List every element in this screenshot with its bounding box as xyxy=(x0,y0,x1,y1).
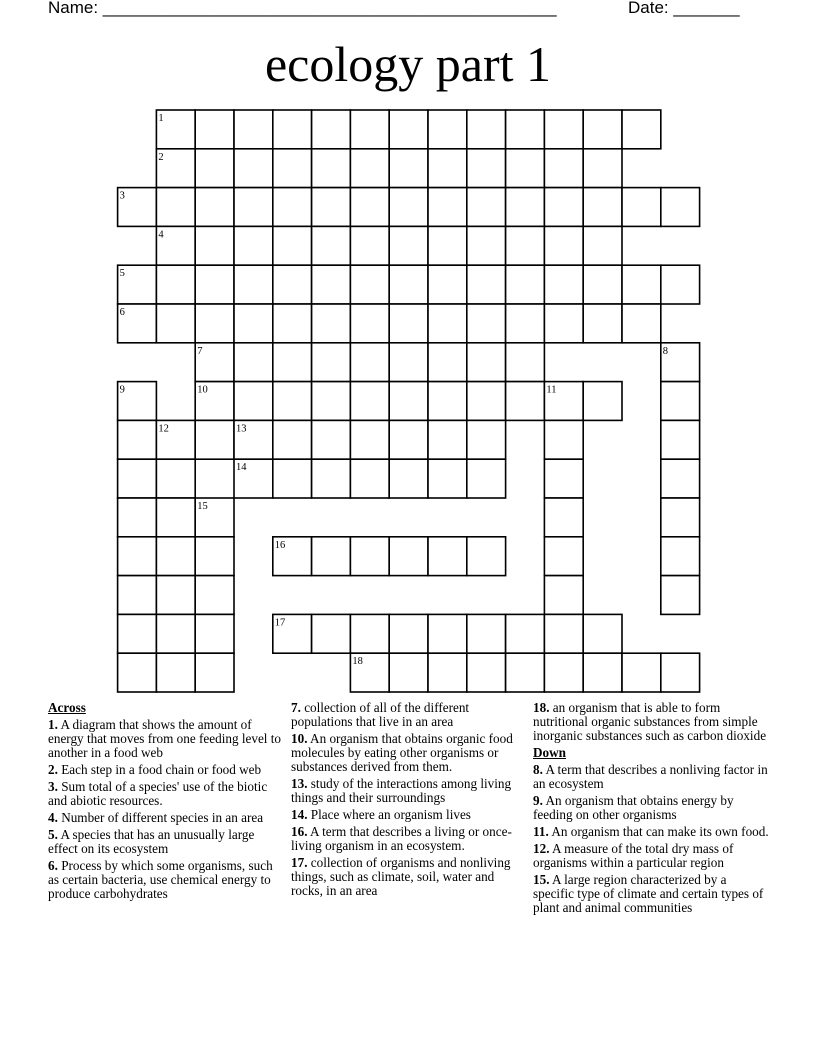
cell-number: 8 xyxy=(662,345,669,357)
grid-cell[interactable] xyxy=(234,226,273,265)
grid-cell[interactable] xyxy=(156,304,195,343)
clue-text: study of the interactions among living things and their surroundings xyxy=(291,776,512,805)
clue-number: 8. xyxy=(533,762,543,777)
grid-cell[interactable] xyxy=(273,459,312,498)
grid-cell[interactable] xyxy=(234,382,273,421)
clue-down-12 xyxy=(533,842,769,870)
clue-number: 18. xyxy=(533,700,550,715)
grid-cell[interactable] xyxy=(544,576,583,615)
grid-cell[interactable] xyxy=(312,188,351,227)
grid-cell[interactable] xyxy=(467,265,506,304)
cell-number: 10 xyxy=(197,384,208,396)
grid-cell[interactable] xyxy=(156,459,195,498)
clue-text: A large region characterized by a specific type of climate and certain types of plant and animal communities xyxy=(533,872,764,915)
grid-cell[interactable] xyxy=(428,343,467,382)
clue-text: An organism that obtains energy by feeding on other organisms xyxy=(533,793,734,822)
name-field[interactable]: Name: ________________________________________________ xyxy=(48,0,557,17)
clue-number: 6. xyxy=(48,858,58,873)
grid-cell[interactable] xyxy=(312,537,351,576)
grid-cell[interactable] xyxy=(389,265,428,304)
grid-cell[interactable] xyxy=(428,459,467,498)
grid-cell[interactable] xyxy=(428,614,467,653)
grid-cell[interactable] xyxy=(428,110,467,149)
grid-cell[interactable] xyxy=(312,304,351,343)
grid-cell[interactable] xyxy=(118,576,157,615)
grid-cell[interactable] xyxy=(544,498,583,537)
grid-cell[interactable] xyxy=(389,343,428,382)
grid-cell[interactable] xyxy=(273,149,312,188)
grid-cell[interactable] xyxy=(195,576,234,615)
grid-cell[interactable] xyxy=(195,304,234,343)
clue-text: Each step in a food chain or food web xyxy=(57,762,262,777)
grid-cell[interactable] xyxy=(506,265,545,304)
clue-text: A measure of the total dry mass of organisms within a particular region xyxy=(533,841,734,870)
grid-cell[interactable] xyxy=(350,343,389,382)
grid-cell[interactable] xyxy=(350,614,389,653)
clue-text: A term that describes a nonliving factor in an ecosystem xyxy=(533,762,768,791)
down-heading: Down xyxy=(533,745,566,760)
cell-number: 16 xyxy=(274,539,286,551)
clue-across-13 xyxy=(291,777,523,805)
grid-cell[interactable] xyxy=(544,265,583,304)
grid-cell[interactable] xyxy=(428,382,467,421)
clue-down-9 xyxy=(533,794,769,822)
grid-cell[interactable] xyxy=(544,188,583,227)
grid-cell[interactable] xyxy=(506,304,545,343)
grid-cell[interactable] xyxy=(583,110,622,149)
grid-cell[interactable] xyxy=(273,110,312,149)
grid-cell[interactable] xyxy=(544,226,583,265)
grid-cell[interactable] xyxy=(506,382,545,421)
grid-cell[interactable] xyxy=(195,226,234,265)
grid-cell[interactable] xyxy=(234,188,273,227)
grid-cell[interactable] xyxy=(544,420,583,459)
grid-cell[interactable] xyxy=(156,653,195,692)
grid-cell[interactable] xyxy=(273,420,312,459)
grid-cell[interactable] xyxy=(467,343,506,382)
grid-cell[interactable] xyxy=(195,420,234,459)
grid-cell[interactable] xyxy=(428,537,467,576)
cell-number: 4 xyxy=(158,229,164,241)
grid-cell[interactable] xyxy=(506,343,545,382)
clue-text: collection of organisms and nonliving things, such as climate, soil, water and rocks, in an area xyxy=(291,855,511,898)
cell-number: 9 xyxy=(119,384,125,396)
grid-cell[interactable] xyxy=(661,498,700,537)
grid-cell[interactable] xyxy=(156,265,195,304)
clue-text: An organism that can make its own food. xyxy=(548,824,769,839)
grid-cell[interactable] xyxy=(195,537,234,576)
grid-cell[interactable] xyxy=(312,459,351,498)
grid-cell[interactable] xyxy=(350,149,389,188)
grid-cell[interactable] xyxy=(389,420,428,459)
grid-cell[interactable] xyxy=(234,149,273,188)
clue-across-14 xyxy=(291,808,523,822)
grid-cell[interactable] xyxy=(389,110,428,149)
clues-column-1 xyxy=(48,701,284,904)
grid-cell[interactable] xyxy=(273,188,312,227)
grid-cell[interactable] xyxy=(467,382,506,421)
grid-cell[interactable] xyxy=(195,265,234,304)
grid-cell[interactable] xyxy=(661,420,700,459)
grid-cell[interactable] xyxy=(583,614,622,653)
grid-cell[interactable] xyxy=(661,188,700,227)
grid-cell[interactable] xyxy=(661,537,700,576)
grid-cell[interactable] xyxy=(234,343,273,382)
grid-cell[interactable] xyxy=(428,653,467,692)
grid-cell[interactable] xyxy=(428,304,467,343)
grid-cell[interactable] xyxy=(156,498,195,537)
grid-cell[interactable] xyxy=(312,343,351,382)
cell-number: 7 xyxy=(197,345,203,357)
clue-across-18 xyxy=(533,701,769,743)
grid-cell[interactable] xyxy=(195,149,234,188)
grid-cell[interactable] xyxy=(661,653,700,692)
grid-cell[interactable] xyxy=(583,149,622,188)
clue-text: collection of all of the different populations that live in an area xyxy=(291,700,470,729)
grid-cell[interactable] xyxy=(622,110,661,149)
clue-text: Place where an organism lives xyxy=(307,807,471,822)
clue-down-8 xyxy=(533,763,769,791)
grid-cell[interactable] xyxy=(118,653,157,692)
grid-cell[interactable] xyxy=(312,149,351,188)
grid-cell[interactable] xyxy=(661,265,700,304)
grid-cell[interactable] xyxy=(350,459,389,498)
clue-across-3 xyxy=(48,780,284,808)
grid-cell[interactable] xyxy=(583,304,622,343)
grid-cell[interactable] xyxy=(273,382,312,421)
grid-cell[interactable] xyxy=(312,110,351,149)
grid-cell[interactable] xyxy=(506,188,545,227)
cell-number: 14 xyxy=(236,462,247,474)
grid-cell[interactable] xyxy=(234,110,273,149)
cell-number: 15 xyxy=(197,501,208,512)
clue-across-10 xyxy=(291,732,523,774)
clue-across-7 xyxy=(291,701,523,729)
clue-text: A term that describes a living or once-living organism in an ecosystem. xyxy=(291,824,512,853)
grid-cell[interactable] xyxy=(506,614,545,653)
grid-cell[interactable] xyxy=(467,226,506,265)
grid-cell[interactable] xyxy=(544,614,583,653)
grid-cell[interactable] xyxy=(389,304,428,343)
clue-across-16 xyxy=(291,825,523,853)
grid-cell[interactable] xyxy=(467,614,506,653)
grid-cell[interactable] xyxy=(350,188,389,227)
clue-across-6 xyxy=(48,859,284,901)
clues-column-2 xyxy=(291,701,523,901)
grid-cell[interactable] xyxy=(118,537,157,576)
grid-cell[interactable] xyxy=(389,614,428,653)
grid-cell[interactable] xyxy=(118,459,157,498)
clue-number: 4. xyxy=(48,810,58,825)
clue-number: 12. xyxy=(533,841,550,856)
clue-text: A diagram that shows the amount of energy that moves from one feeding level to another in a food web xyxy=(48,717,282,760)
grid-cell[interactable] xyxy=(467,304,506,343)
cell-number: 5 xyxy=(119,268,125,280)
grid-cell[interactable] xyxy=(273,226,312,265)
grid-cell[interactable] xyxy=(661,382,700,421)
clue-number: 9. xyxy=(533,793,543,808)
clue-number: 3. xyxy=(48,779,58,794)
grid-cell[interactable] xyxy=(467,459,506,498)
clue-across-4 xyxy=(48,811,284,825)
grid-cell[interactable] xyxy=(506,110,545,149)
grid-cell[interactable] xyxy=(389,188,428,227)
grid-cell[interactable] xyxy=(350,265,389,304)
grid-cell[interactable] xyxy=(428,188,467,227)
cell-number: 6 xyxy=(119,307,125,318)
clue-text: An organism that obtains organic food molecules by eating other organisms or substances derived from them. xyxy=(291,731,513,774)
grid-cell[interactable] xyxy=(583,188,622,227)
grid-cell[interactable] xyxy=(661,576,700,615)
grid-cell[interactable] xyxy=(467,149,506,188)
clue-down-15 xyxy=(533,873,769,915)
grid-cell[interactable] xyxy=(583,653,622,692)
cell-number: 18 xyxy=(352,656,363,668)
across-heading: Across xyxy=(48,700,86,715)
cell-number: 1 xyxy=(158,113,164,124)
grid-cell[interactable] xyxy=(350,537,389,576)
clue-across-1 xyxy=(48,718,284,760)
grid-cell[interactable] xyxy=(428,265,467,304)
grid-cell[interactable] xyxy=(389,149,428,188)
grid-cell[interactable] xyxy=(350,226,389,265)
grid-cell[interactable] xyxy=(195,110,234,149)
clue-text: Sum total of a species' use of the biotic and abiotic resources. xyxy=(48,779,268,808)
grid-cell[interactable] xyxy=(234,304,273,343)
clue-number: 14. xyxy=(291,807,308,822)
grid-cell[interactable] xyxy=(467,653,506,692)
clue-text: Number of different species in an area xyxy=(57,810,264,825)
grid-cell[interactable] xyxy=(156,188,195,227)
clue-text: Process by which some organisms, such as certain bacteria, use chemical energy to produce carbohydrates xyxy=(48,858,273,901)
cell-number: 11 xyxy=(546,384,557,396)
grid-cell[interactable] xyxy=(622,188,661,227)
cell-number: 13 xyxy=(236,423,247,435)
grid-cell[interactable] xyxy=(195,188,234,227)
grid-cell[interactable] xyxy=(195,653,234,692)
grid-cell[interactable] xyxy=(312,420,351,459)
grid-cell[interactable] xyxy=(389,537,428,576)
grid-cell[interactable] xyxy=(350,420,389,459)
grid-cell[interactable] xyxy=(273,343,312,382)
grid-cell[interactable] xyxy=(118,614,157,653)
clue-number: 5. xyxy=(48,827,58,842)
grid-cell[interactable] xyxy=(544,653,583,692)
clue-down-11 xyxy=(533,825,769,839)
clue-number: 10. xyxy=(291,731,308,746)
grid-cell[interactable] xyxy=(428,420,467,459)
grid-cell[interactable] xyxy=(506,226,545,265)
grid-cell[interactable] xyxy=(312,382,351,421)
grid-cell[interactable] xyxy=(273,304,312,343)
clues-column-3 xyxy=(533,701,769,918)
grid-cell[interactable] xyxy=(389,653,428,692)
grid-cell[interactable] xyxy=(118,420,157,459)
grid-cell[interactable] xyxy=(622,653,661,692)
clue-across-17 xyxy=(291,856,523,898)
grid-cell[interactable] xyxy=(583,265,622,304)
grid-cell[interactable] xyxy=(350,304,389,343)
grid-cell[interactable] xyxy=(467,420,506,459)
grid-cell[interactable] xyxy=(389,459,428,498)
grid-cell[interactable] xyxy=(467,537,506,576)
clue-number: 13. xyxy=(291,776,308,791)
cell-number: 17 xyxy=(274,617,286,629)
grid-cell[interactable] xyxy=(506,653,545,692)
grid-cell[interactable] xyxy=(622,304,661,343)
clue-number: 2. xyxy=(48,762,58,777)
grid-cell[interactable] xyxy=(350,382,389,421)
clue-across-2 xyxy=(48,763,284,777)
clue-text: A species that has an unusually large effect on its ecosystem xyxy=(48,827,255,856)
grid-cell[interactable] xyxy=(312,226,351,265)
grid-cell[interactable] xyxy=(661,459,700,498)
cell-number: 12 xyxy=(158,423,169,435)
grid-cell[interactable] xyxy=(467,188,506,227)
grid-cell[interactable] xyxy=(506,149,545,188)
grid-cell[interactable] xyxy=(544,149,583,188)
grid-cell[interactable] xyxy=(544,110,583,149)
clue-number: 17. xyxy=(291,855,308,870)
date-field[interactable]: Date: _______ xyxy=(628,0,740,17)
grid-cell[interactable] xyxy=(312,614,351,653)
grid-cell[interactable] xyxy=(583,226,622,265)
grid-cell[interactable] xyxy=(389,226,428,265)
grid-cell[interactable] xyxy=(195,614,234,653)
grid-cell[interactable] xyxy=(118,498,157,537)
grid-cell[interactable] xyxy=(467,110,506,149)
clue-number: 1. xyxy=(48,717,58,732)
clue-across-5 xyxy=(48,828,284,856)
grid-cell[interactable] xyxy=(312,265,351,304)
grid-cell[interactable] xyxy=(544,304,583,343)
grid-cell[interactable] xyxy=(156,537,195,576)
grid-cell[interactable] xyxy=(156,576,195,615)
grid-cell[interactable] xyxy=(273,265,312,304)
grid-cell[interactable] xyxy=(389,382,428,421)
grid-cell[interactable] xyxy=(156,614,195,653)
clue-text: an organism that is able to form nutritional organic substances from simple inorganic substances such as carbon dioxide xyxy=(533,700,767,743)
clue-number: 11. xyxy=(533,824,549,839)
cell-number: 2 xyxy=(158,151,164,163)
grid-cell[interactable] xyxy=(350,110,389,149)
grid-cell[interactable] xyxy=(544,537,583,576)
puzzle-title: ecology part 1 xyxy=(264,36,551,92)
clue-number: 16. xyxy=(291,824,308,839)
grid-cell[interactable] xyxy=(428,149,467,188)
grid-cell[interactable] xyxy=(622,265,661,304)
grid-cell[interactable] xyxy=(234,265,273,304)
grid-cell[interactable] xyxy=(428,226,467,265)
cell-number: 3 xyxy=(119,190,125,202)
grid-cell[interactable] xyxy=(583,382,622,421)
clue-number: 15. xyxy=(533,872,550,887)
grid-cell[interactable] xyxy=(544,459,583,498)
clue-number: 7. xyxy=(291,700,301,715)
